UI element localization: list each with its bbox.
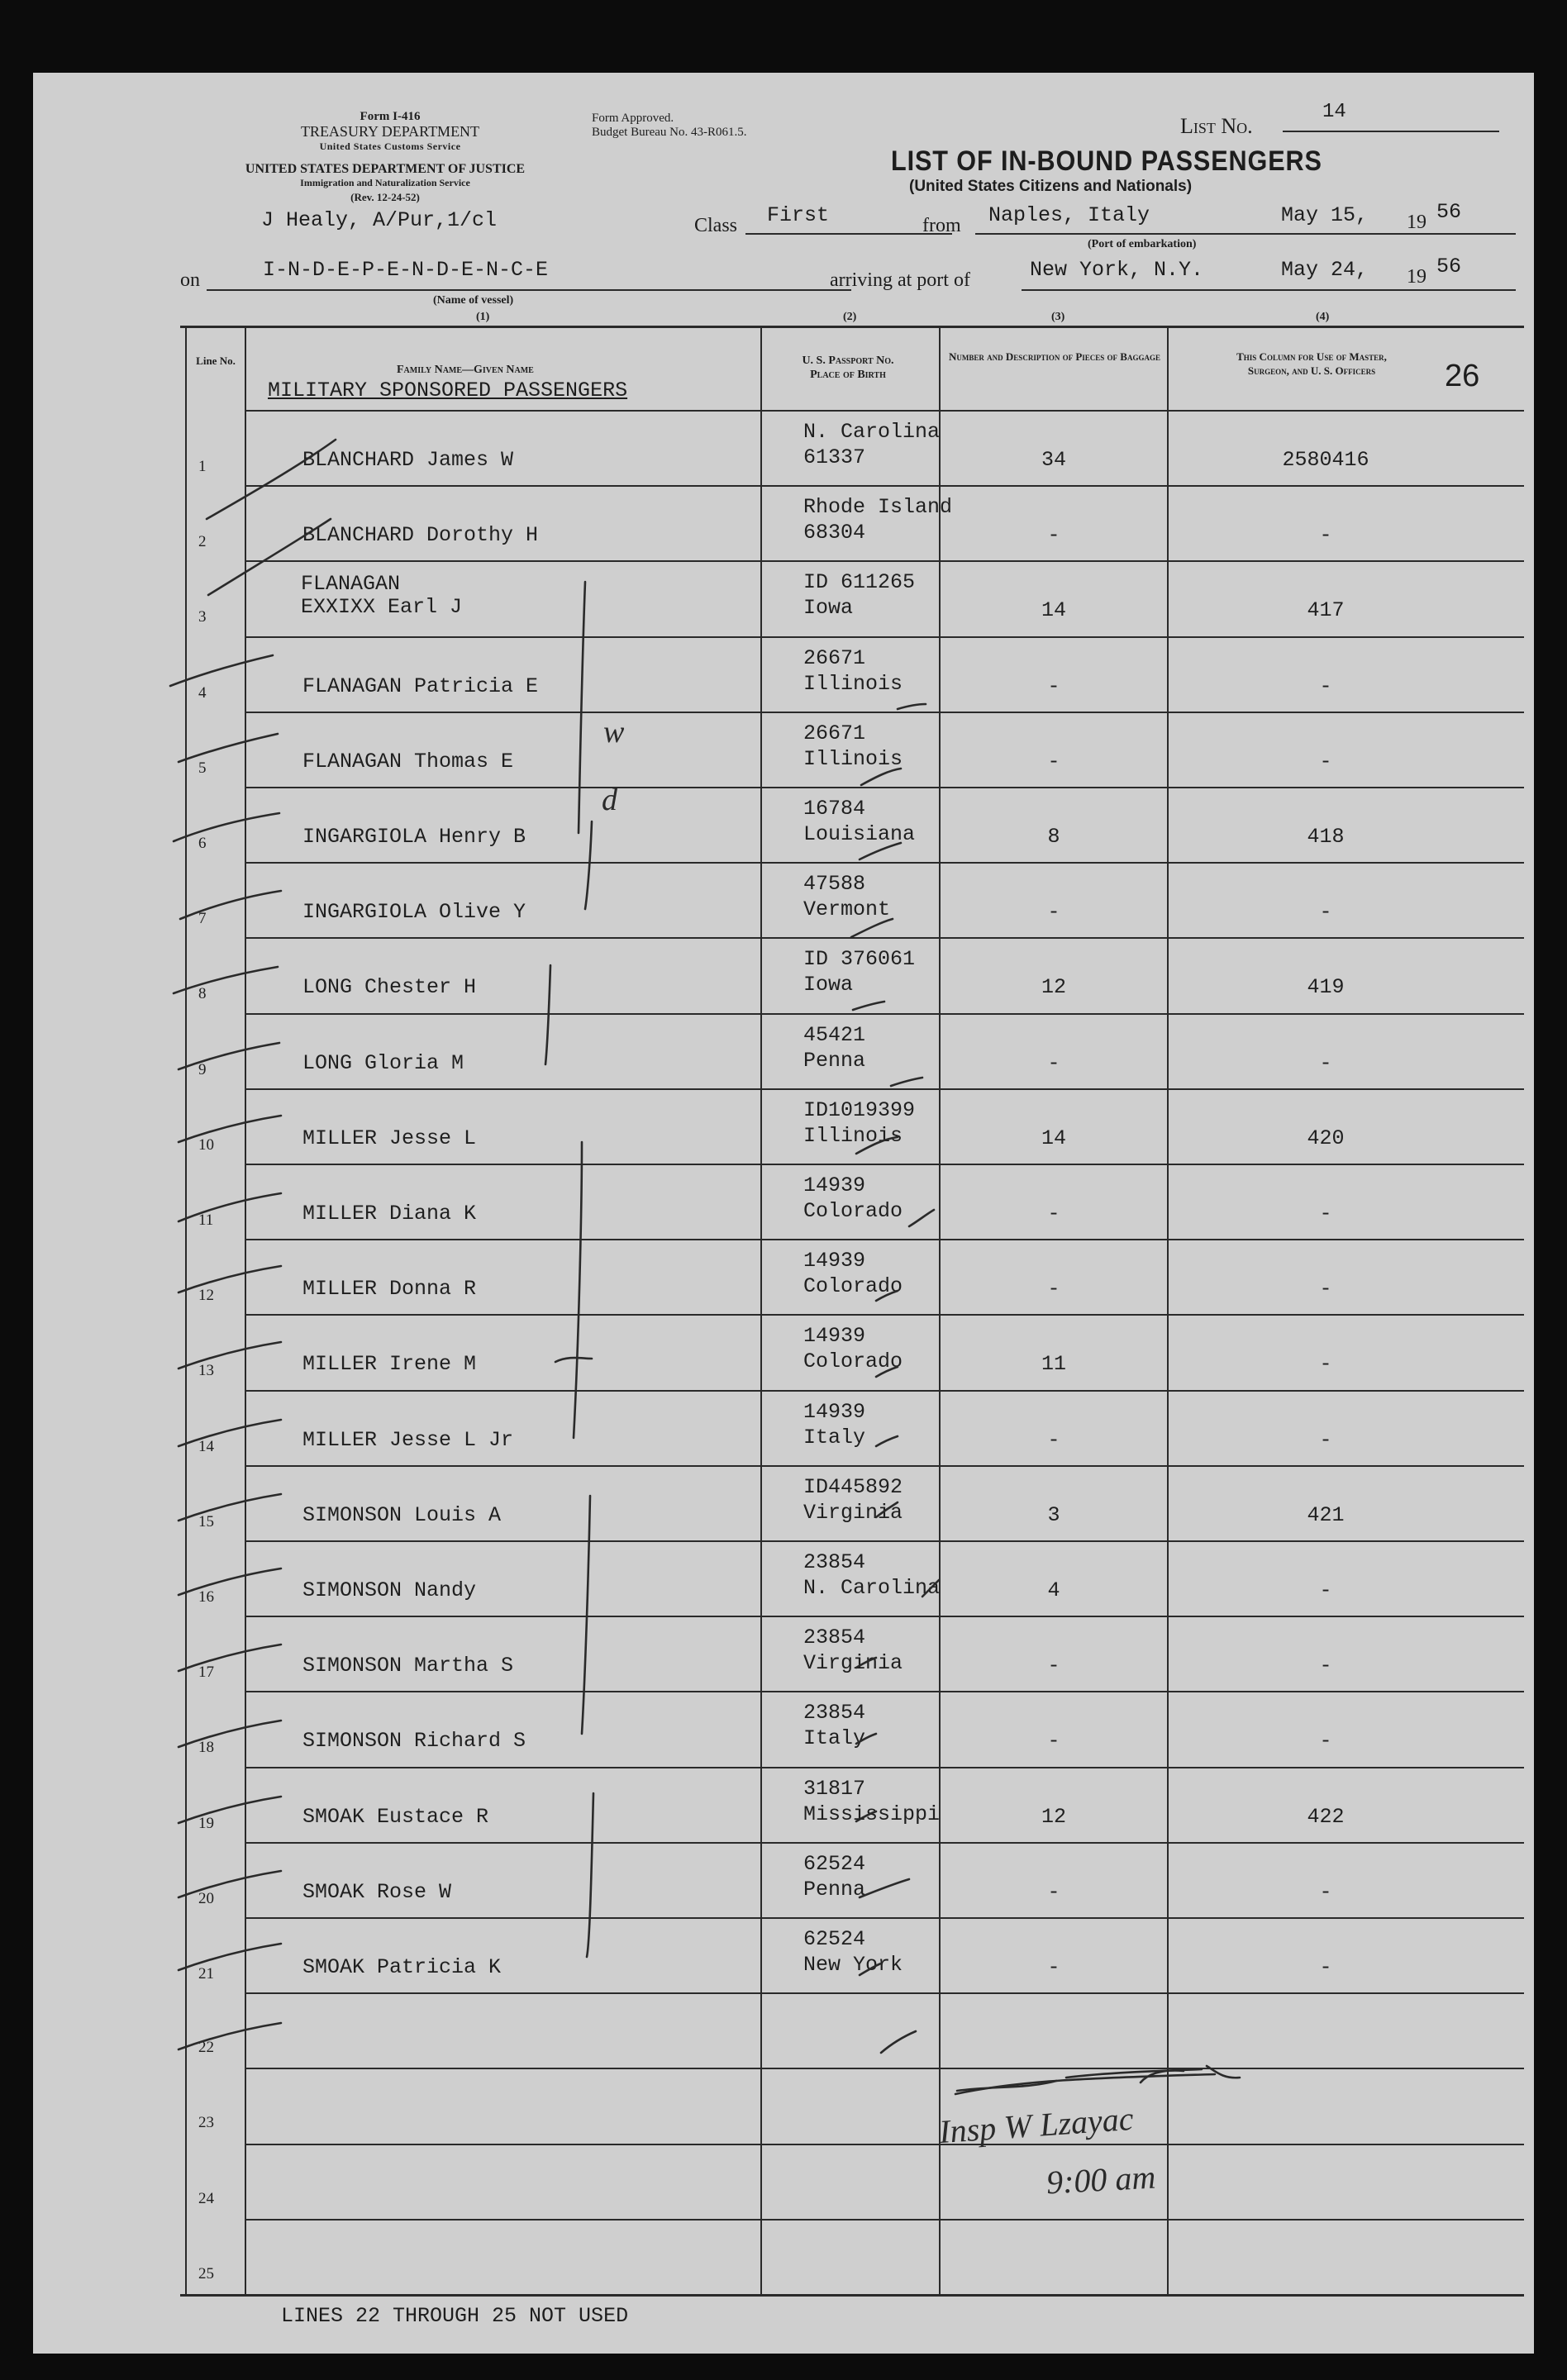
passenger-name: MILLER Donna R (302, 1277, 477, 1302)
line-number: 2 (198, 533, 207, 551)
place-of-birth: Colorado (803, 1199, 903, 1223)
passenger-name: MILLER Jesse L (302, 1126, 477, 1150)
line-number: 15 (198, 1512, 214, 1530)
place-of-birth: Iowa (803, 973, 854, 997)
passenger-name: SIMONSON Richard S (302, 1729, 526, 1754)
line-number: 5 (198, 759, 207, 777)
line-number: 3 (198, 608, 207, 626)
baggage-count: 3 (1047, 1502, 1060, 1527)
place-of-birth: 68304 (803, 521, 866, 545)
officer-column-value: - (1319, 1352, 1332, 1377)
passport-number: N. Carolina (803, 420, 941, 444)
officer-column-value: - (1319, 1427, 1332, 1452)
baggage-count: 14 (1041, 1126, 1066, 1150)
list-no-label: List No. (1180, 114, 1253, 138)
department-of-justice: UNITED STATES DEPARTMENT OF JUSTICE (245, 162, 526, 176)
passenger-name: INGARGIOLA Henry B (302, 825, 526, 849)
baggage-count: - (1047, 1427, 1060, 1452)
officer-column-value: 418 (1307, 825, 1345, 849)
baggage-count: 34 (1041, 448, 1066, 472)
signer: J Healy, A/Pur,1/cl (261, 208, 498, 232)
place-of-birth: Italy (803, 1425, 866, 1449)
baggage-count: - (1047, 1955, 1060, 1979)
baggage-count: - (1047, 523, 1060, 548)
form-approved: Form Approved. (592, 112, 674, 125)
officer-column-value: 422 (1307, 1804, 1345, 1829)
col-header-name: Family Name—Given Name (397, 364, 534, 376)
budget-bureau: Budget Bureau No. 43-R061.5. (592, 126, 747, 139)
passport-number: Rhode Island (803, 495, 953, 520)
officer-column-value: 417 (1307, 598, 1345, 623)
passenger-name: SIMONSON Martha S (302, 1654, 514, 1678)
passport-number: 47588 (803, 872, 866, 897)
passport-number: ID1019399 (803, 1097, 916, 1122)
customs-service: United States Customs Service (319, 140, 461, 152)
officer-column-value: - (1319, 1729, 1332, 1754)
revision: (Rev. 12-24-52) (350, 191, 420, 203)
col-num-4: (4) (1316, 311, 1330, 323)
baggage-count: - (1047, 1654, 1060, 1678)
passport-number: ID 611265 (803, 570, 916, 595)
line-number: 8 (198, 985, 207, 1003)
passport-number: 45421 (803, 1022, 866, 1047)
place-of-birth: Illinois (803, 671, 903, 696)
officer-column-value: - (1319, 1050, 1332, 1075)
passenger-name: INGARGIOLA Olive Y (302, 900, 526, 925)
place-of-birth: Illinois (803, 746, 903, 771)
baggage-count: 11 (1041, 1352, 1066, 1377)
embarkation-port: Naples, Italy (988, 203, 1150, 227)
place-of-birth: Iowa (803, 596, 854, 621)
footer-note: LINES 22 THROUGH 25 NOT USED (281, 2304, 629, 2328)
line-number: 25 (198, 2264, 214, 2282)
col-header-line-no: Line No. (196, 355, 236, 367)
place-of-birth: Mississippi (803, 1802, 941, 1826)
passport-number: 23854 (803, 1550, 866, 1574)
place-of-birth: Illinois (803, 1123, 903, 1148)
col-header-officers: This Column for Use of Master, Surgeon, and U. S. Officers (1236, 350, 1387, 377)
form-subtitle: (United States Citizens and Nationals) (909, 178, 1193, 195)
line-number: 18 (198, 1739, 214, 1757)
passenger-given-name: EXXIXX Earl J (301, 595, 463, 620)
class-label: Class (694, 215, 738, 236)
baggage-count: - (1047, 1879, 1060, 1904)
passport-number: ID445892 (803, 1474, 903, 1499)
form-number: Form I-416 (360, 110, 421, 123)
handwritten-w: w (603, 715, 625, 750)
from-label: from (922, 215, 961, 236)
passenger-name: BLANCHARD James W (302, 448, 514, 472)
officer-column-value: - (1319, 523, 1332, 548)
passenger-name: SMOAK Rose W (302, 1879, 452, 1904)
col-num-2: (2) (843, 311, 857, 323)
officer-column-value: - (1319, 1277, 1332, 1302)
vessel-name: I-N-D-E-P-E-N-D-E-N-C-E (263, 258, 549, 282)
line-number: 4 (198, 683, 207, 702)
ins-service: Immigration and Naturalization Service (300, 177, 470, 188)
passenger-name: FLANAGAN Thomas E (302, 749, 514, 774)
place-of-birth: New York (803, 1953, 903, 1977)
line-number: 12 (198, 1287, 214, 1305)
list-no-value: 14 (1322, 101, 1346, 123)
officer-column-value: - (1319, 1578, 1332, 1602)
passport-number: 23854 (803, 1626, 866, 1650)
baggage-count: - (1047, 1202, 1060, 1226)
passport-number: 14939 (803, 1173, 866, 1197)
line-number: 1 (198, 458, 207, 475)
year-suffix: 56 (1436, 255, 1462, 278)
officer-column-value: - (1319, 674, 1332, 698)
departure-date: May 15, (1281, 203, 1369, 227)
place-of-birth: Virginia (803, 1651, 903, 1676)
col-header-passport: U. S. Passport No. Place of Birth (802, 355, 894, 381)
baggage-count: 12 (1041, 1804, 1066, 1829)
place-of-birth: Italy (803, 1726, 866, 1751)
year-suffix: 56 (1436, 200, 1462, 224)
passenger-name: MILLER Diana K (302, 1202, 477, 1226)
line-number: 24 (198, 2189, 214, 2207)
officer-column-value: 2580416 (1282, 448, 1369, 472)
handwritten-d: d (602, 783, 617, 817)
line-number: 21 (198, 1965, 214, 1983)
vessel-caption: (Name of vessel) (433, 294, 514, 307)
class-value: First (767, 203, 830, 227)
line-number: 14 (198, 1437, 214, 1455)
sheet-number: 26 (1445, 359, 1480, 393)
officer-column-value: - (1319, 1202, 1332, 1226)
passport-number: 14939 (803, 1324, 866, 1349)
passenger-name: BLANCHARD Dorothy H (302, 523, 539, 548)
place-of-birth: Vermont (803, 897, 891, 922)
baggage-count: 14 (1041, 598, 1066, 623)
baggage-count: - (1047, 1277, 1060, 1302)
line-number: 19 (198, 1814, 214, 1832)
form-title: LIST OF IN-BOUND PASSENGERS (891, 145, 1322, 177)
officer-column-value: - (1319, 900, 1332, 925)
line-number: 11 (198, 1211, 214, 1229)
place-of-birth: Virginia (803, 1500, 903, 1525)
manifest-sheet (33, 73, 1534, 2354)
baggage-count: - (1047, 1729, 1060, 1754)
baggage-count: 8 (1047, 825, 1060, 849)
passenger-name: MILLER Irene M (302, 1352, 477, 1377)
passport-number: ID 376061 (803, 947, 916, 972)
passenger-name: MILLER Jesse L Jr (302, 1427, 514, 1452)
treasury-department: TREASURY DEPARTMENT (300, 123, 480, 140)
officer-column-value: - (1319, 1879, 1332, 1904)
place-of-birth: N. Carolina (803, 1576, 941, 1600)
col-num-1: (1) (476, 311, 490, 323)
passenger-name: LONG Gloria M (302, 1050, 464, 1075)
passport-number: 23854 (803, 1701, 866, 1726)
line-number: 16 (198, 1588, 214, 1606)
handwritten-inspector: Insp W Lzayac (937, 2099, 1135, 2151)
baggage-count: - (1047, 1050, 1060, 1075)
officer-column-value: - (1319, 749, 1332, 774)
arrival-port: New York, N.Y. (1030, 258, 1204, 282)
officer-column-value: - (1319, 1955, 1332, 1979)
baggage-count: 4 (1047, 1578, 1060, 1602)
passenger-name: LONG Chester H (302, 975, 477, 1000)
arrival-date: May 24, (1281, 258, 1369, 282)
passport-number: 14939 (803, 1399, 866, 1424)
line-number: 10 (198, 1135, 214, 1154)
passenger-name: SMOAK Patricia K (302, 1955, 502, 1979)
passport-number: 14939 (803, 1249, 866, 1273)
line-number: 20 (198, 1889, 214, 1907)
col-num-3: (3) (1051, 311, 1065, 323)
passport-number: 62524 (803, 1851, 866, 1876)
place-of-birth: 61337 (803, 445, 866, 469)
officer-column-value: 421 (1307, 1502, 1345, 1527)
line-number: 6 (198, 835, 207, 852)
baggage-count: 12 (1041, 975, 1066, 1000)
handwriting-marks (33, 73, 1534, 2354)
line-number: 17 (198, 1664, 214, 1682)
place-of-birth: Penna (803, 1877, 866, 1902)
passport-number: 26671 (803, 721, 866, 745)
passenger-name: FLANAGAN Patricia E (302, 674, 539, 698)
passport-number: 26671 (803, 645, 866, 670)
officer-column-value: 420 (1307, 1126, 1345, 1150)
officer-column-value: 419 (1307, 975, 1345, 1000)
passport-number: 31817 (803, 1776, 866, 1801)
passenger-name: SMOAK Eustace R (302, 1804, 489, 1829)
group-label: MILITARY SPONSORED PASSENGERS (268, 378, 628, 402)
baggage-count: - (1047, 674, 1060, 698)
line-number: 7 (198, 910, 207, 928)
line-number: 13 (198, 1362, 214, 1380)
col-header-baggage: Number and Description of Pieces of Baggage (949, 350, 1160, 363)
place-of-birth: Colorado (803, 1274, 903, 1299)
year-prefix: 19 (1407, 266, 1426, 288)
handwritten-time: 9:00 am (1045, 2158, 1157, 2202)
line-number: 22 (198, 2039, 214, 2057)
year-prefix: 19 (1407, 212, 1426, 233)
place-of-birth: Penna (803, 1048, 866, 1073)
baggage-count: - (1047, 900, 1060, 925)
passport-number: 16784 (803, 797, 866, 821)
arriving-label: arriving at port of (830, 269, 970, 291)
passport-number: 62524 (803, 1927, 866, 1951)
port-caption: (Port of embarkation) (1088, 238, 1197, 250)
place-of-birth: Louisiana (803, 822, 916, 846)
line-number: 9 (198, 1060, 207, 1078)
passenger-name: FLANAGAN (301, 572, 401, 597)
on-label: on (180, 269, 200, 291)
place-of-birth: Colorado (803, 1349, 903, 1374)
passenger-name: SIMONSON Louis A (302, 1502, 502, 1527)
officer-column-value: - (1319, 1654, 1332, 1678)
line-number: 23 (198, 2114, 214, 2132)
baggage-count: - (1047, 749, 1060, 774)
passenger-name: SIMONSON Nandy (302, 1578, 477, 1602)
